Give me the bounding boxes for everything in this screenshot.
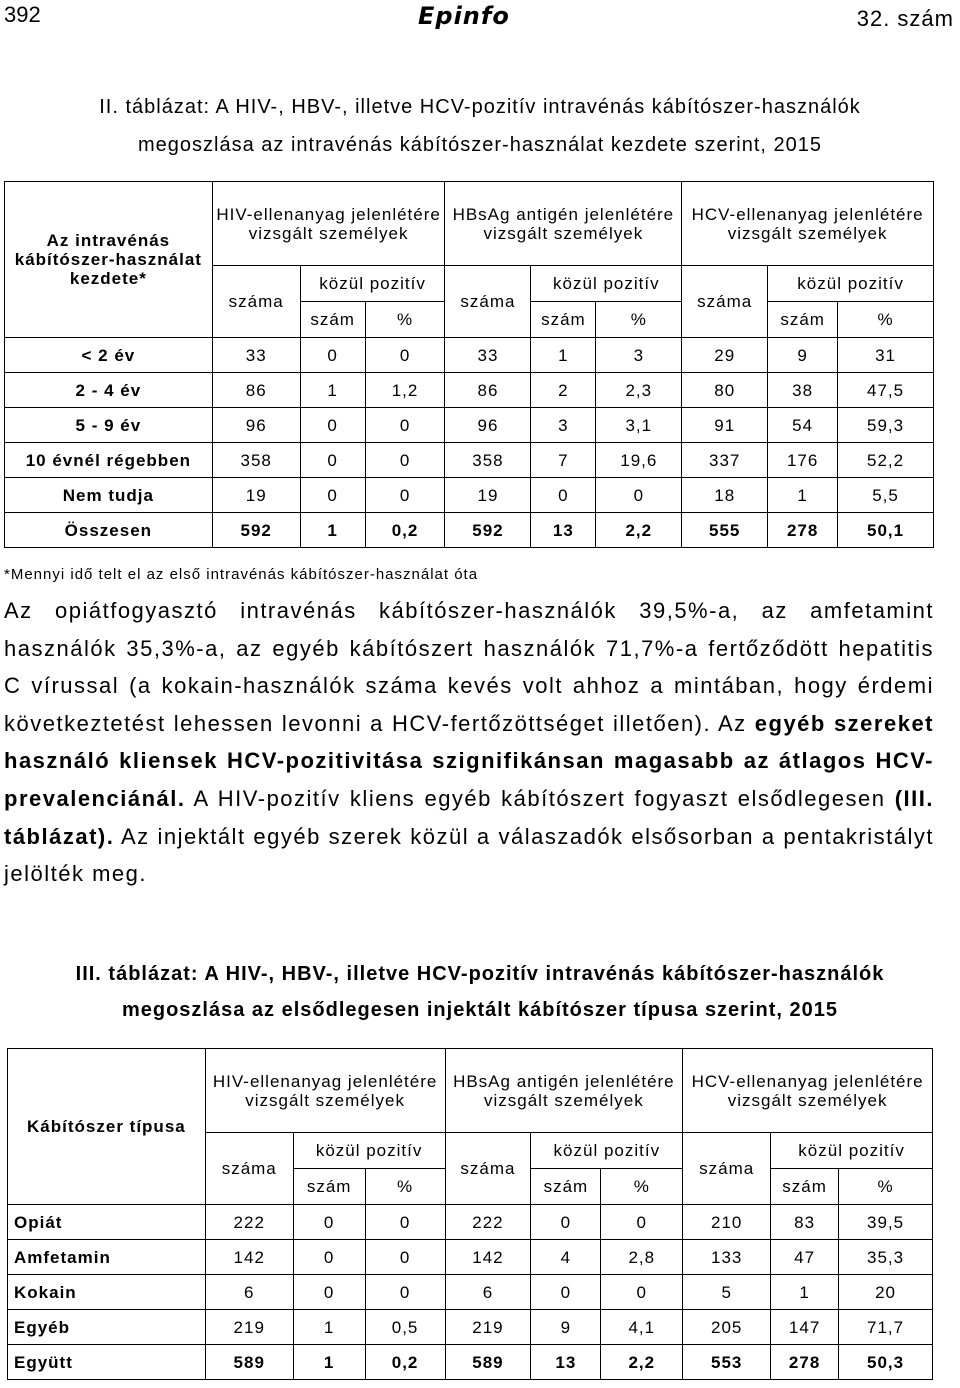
table-cell: 358 xyxy=(445,443,531,478)
table-cell: 3,1 xyxy=(596,408,682,443)
paragraph-bold: (III. táblázat). xyxy=(4,785,934,849)
table-cell: 589 xyxy=(205,1345,293,1380)
page-header xyxy=(0,0,960,40)
table-cell: 5,5 xyxy=(838,478,934,513)
table-cell: 2,3 xyxy=(596,373,682,408)
table3-col-szama: száma xyxy=(445,1133,531,1205)
table-cell: 0 xyxy=(300,478,365,513)
table3-col-pct: % xyxy=(601,1169,683,1205)
table-cell: 0 xyxy=(300,408,365,443)
table-cell: 358 xyxy=(212,443,300,478)
table3-col-szama: száma xyxy=(683,1133,771,1205)
table2-col-kozul: közül pozitív xyxy=(300,266,445,302)
paragraph-text: A HIV-pozitív kliens egyéb kábítószert fogyaszt elsődlegesen xyxy=(185,785,895,811)
paragraph-text: Az injektált egyéb szerek közül a válaszadók elsősorban a pentakristályt jelölték meg. xyxy=(4,823,934,887)
table-cell: 0 xyxy=(365,1240,445,1275)
table2-col-kozul: közül pozitív xyxy=(531,266,682,302)
table-row xyxy=(8,1205,933,1240)
table-cell: 589 xyxy=(445,1345,531,1380)
table3-col-szam: szám xyxy=(531,1169,601,1205)
table-cell: 205 xyxy=(683,1310,771,1345)
table-cell: 0 xyxy=(300,443,365,478)
table-cell: 96 xyxy=(445,408,531,443)
table-cell: 219 xyxy=(205,1310,293,1345)
table-cell: 91 xyxy=(682,408,768,443)
table-cell: 222 xyxy=(445,1205,531,1240)
table3-col-szam: szám xyxy=(293,1169,365,1205)
table2-col-szama: száma xyxy=(445,266,531,338)
table-cell: 2,8 xyxy=(601,1240,683,1275)
table-cell: 83 xyxy=(771,1205,839,1240)
table-cell: 80 xyxy=(682,373,768,408)
table-cell: 50,3 xyxy=(839,1345,933,1380)
table-row-total xyxy=(8,1345,933,1380)
table-cell: 1 xyxy=(293,1345,365,1380)
table3-col-kozul: közül pozitív xyxy=(771,1133,933,1169)
table-cell: 4 xyxy=(531,1240,601,1275)
table-cell: 219 xyxy=(445,1310,531,1345)
row-label: Nem tudja xyxy=(5,478,213,513)
table-cell: 9 xyxy=(531,1310,601,1345)
table-cell: 0 xyxy=(365,443,445,478)
table-cell: 1 xyxy=(300,513,365,548)
row-label: Opiát xyxy=(8,1205,206,1240)
table2-col-kozul: közül pozitív xyxy=(768,266,934,302)
table-cell: 0,5 xyxy=(365,1310,445,1345)
paragraph-text: Az opiátfogyasztó intravénás kábítószer-használók 39,5%-a, az amfetamint használók 35,3%-a, az egyéb kábítószert használók 71,7%-a fertőződött hepatitis C vírussal (a kokain-használók száma kevés volt ahhoz a mintában, hogy érdemi következtetést lehessen levonni a HCV-fertőzöttséget illetően). Az xyxy=(4,598,934,736)
table-cell: 553 xyxy=(683,1345,771,1380)
table-cell: 592 xyxy=(212,513,300,548)
table-cell: 29 xyxy=(682,338,768,373)
table-cell: 19 xyxy=(445,478,531,513)
table-cell: 142 xyxy=(205,1240,293,1275)
table3-col-pct: % xyxy=(365,1169,445,1205)
table-cell: 13 xyxy=(531,1345,601,1380)
table3-title-line2: megoszlása az elsődlegesen injektált kábítószer típusa szerint, 2015 xyxy=(121,999,839,1021)
table-cell: 210 xyxy=(683,1205,771,1240)
row-label: Egyéb xyxy=(8,1310,206,1345)
table2 xyxy=(4,181,934,548)
table-cell: 2,2 xyxy=(596,513,682,548)
table-cell: 0 xyxy=(365,338,445,373)
table-row xyxy=(8,1310,933,1345)
table-row xyxy=(5,408,934,443)
table2-col-szama: száma xyxy=(212,266,300,338)
row-label: 5 - 9 év xyxy=(5,408,213,443)
table-cell: 555 xyxy=(682,513,768,548)
table-cell: 142 xyxy=(445,1240,531,1275)
table-cell: 0,2 xyxy=(365,513,445,548)
table-cell: 222 xyxy=(205,1205,293,1240)
table2-group-hiv: HIV-ellenanyag jelenlétére vizsgált személyek xyxy=(212,182,445,266)
table3-group-hbsag: HBsAg antigén jelenlétére vizsgált személyek xyxy=(445,1049,683,1133)
table-cell: 31 xyxy=(838,338,934,373)
table-cell: 0 xyxy=(365,408,445,443)
table-cell: 278 xyxy=(768,513,838,548)
table2-title-line2: megoszlása az intravénás kábítószer-használat kezdete szerint, 2015 xyxy=(137,134,822,156)
table-cell: 0 xyxy=(300,338,365,373)
table-row xyxy=(8,1240,933,1275)
table-cell: 4,1 xyxy=(601,1310,683,1345)
table-cell: 35,3 xyxy=(839,1240,933,1275)
table-cell: 5 xyxy=(683,1275,771,1310)
table-cell: 47 xyxy=(771,1240,839,1275)
table-cell: 86 xyxy=(445,373,531,408)
table-cell: 33 xyxy=(445,338,531,373)
table3-col-pct: % xyxy=(839,1169,933,1205)
table-cell: 1 xyxy=(771,1275,839,1310)
table-cell: 0,2 xyxy=(365,1345,445,1380)
table-row xyxy=(5,443,934,478)
table-cell: 0 xyxy=(601,1275,683,1310)
table-cell: 0 xyxy=(365,1275,445,1310)
table2-col-szama: száma xyxy=(682,266,768,338)
table-cell: 0 xyxy=(365,1205,445,1240)
row-label: Összesen xyxy=(5,513,213,548)
table-cell: 38 xyxy=(768,373,838,408)
table-cell: 3 xyxy=(596,338,682,373)
issue-number: 32. szám xyxy=(856,6,954,31)
table-row xyxy=(8,1275,933,1310)
body-paragraph xyxy=(4,592,934,893)
table2-group-hcv: HCV-ellenanyag jelenlétére vizsgált személyek xyxy=(682,182,934,266)
table-cell: 0 xyxy=(531,1275,601,1310)
table-cell: 6 xyxy=(205,1275,293,1310)
table-cell: 96 xyxy=(212,408,300,443)
table-cell: 278 xyxy=(771,1345,839,1380)
table-row xyxy=(5,373,934,408)
row-label: Amfetamin xyxy=(8,1240,206,1275)
row-label: Kokain xyxy=(8,1275,206,1310)
table2-group-hbsag: HBsAg antigén jelenlétére vizsgált személyek xyxy=(445,182,682,266)
table2-footnote: *Mennyi idő telt el az első intravénás kábítószer-használat óta xyxy=(4,566,479,583)
table-cell: 0 xyxy=(531,478,596,513)
table2-col-pct: % xyxy=(596,302,682,338)
table3-group-hcv: HCV-ellenanyag jelenlétére vizsgált személyek xyxy=(683,1049,933,1133)
table2-col-szam: szám xyxy=(531,302,596,338)
table2-title-line1: II. táblázat: A HIV-, HBV-, illetve HCV-pozitív intravénás kábítószer-használók xyxy=(99,96,861,118)
table-cell: 59,3 xyxy=(838,408,934,443)
table2-col-pct: % xyxy=(838,302,934,338)
table-cell: 50,1 xyxy=(838,513,934,548)
table-cell: 19 xyxy=(212,478,300,513)
table-cell: 7 xyxy=(531,443,596,478)
table-cell: 0 xyxy=(293,1240,365,1275)
table-cell: 0 xyxy=(601,1205,683,1240)
paragraph-bold: egyéb szereket használó kliensek HCV-pozitivitása szignifikánsan magasabb az átlagos HCV-prevalenciánál. xyxy=(4,710,935,811)
table3-col-kozul: közül pozitív xyxy=(531,1133,683,1169)
table2-col-szam: szám xyxy=(300,302,365,338)
table-cell: 1,2 xyxy=(365,373,445,408)
table3-title-line1: III. táblázat: A HIV-, HBV-, illetve HCV-pozitív intravénás kábítószer-használók xyxy=(75,963,885,985)
table-cell: 2 xyxy=(531,373,596,408)
table-row-total xyxy=(5,513,934,548)
table-cell: 20 xyxy=(839,1275,933,1310)
table-cell: 9 xyxy=(768,338,838,373)
row-label: 2 - 4 év xyxy=(5,373,213,408)
table3-group-hiv: HIV-ellenanyag jelenlétére vizsgált személyek xyxy=(205,1049,445,1133)
table-cell: 1 xyxy=(300,373,365,408)
table-cell: 18 xyxy=(682,478,768,513)
table-cell: 3 xyxy=(531,408,596,443)
table3 xyxy=(7,1048,933,1380)
table-cell: 0 xyxy=(596,478,682,513)
table-cell: 2,2 xyxy=(601,1345,683,1380)
table2-row-header: Az intravénás kábítószer-használat kezdete* xyxy=(5,182,213,338)
table3-col-szama: száma xyxy=(205,1133,293,1205)
journal-logo: Epinfo xyxy=(418,2,510,30)
table-cell: 0 xyxy=(293,1275,365,1310)
table-cell: 71,7 xyxy=(839,1310,933,1345)
table-cell: 147 xyxy=(771,1310,839,1345)
table3-row-header: Kábítószer típusa xyxy=(8,1049,206,1205)
table-cell: 176 xyxy=(768,443,838,478)
table-cell: 13 xyxy=(531,513,596,548)
table-cell: 1 xyxy=(768,478,838,513)
table-cell: 54 xyxy=(768,408,838,443)
table-cell: 337 xyxy=(682,443,768,478)
table-cell: 6 xyxy=(445,1275,531,1310)
table-cell: 0 xyxy=(293,1205,365,1240)
page-number: 392 xyxy=(4,2,41,27)
table3-col-kozul: közül pozitív xyxy=(293,1133,445,1169)
table-cell: 1 xyxy=(293,1310,365,1345)
row-label: Együtt xyxy=(8,1345,206,1380)
table-cell: 47,5 xyxy=(838,373,934,408)
table2-col-pct: % xyxy=(365,302,445,338)
row-label: 10 évnél régebben xyxy=(5,443,213,478)
table2-col-szam: szám xyxy=(768,302,838,338)
table-cell: 33 xyxy=(212,338,300,373)
table-cell: 133 xyxy=(683,1240,771,1275)
table-cell: 0 xyxy=(365,478,445,513)
table-row xyxy=(5,478,934,513)
table3-col-szam: szám xyxy=(771,1169,839,1205)
table-row xyxy=(5,338,934,373)
table-cell: 19,6 xyxy=(596,443,682,478)
table-cell: 0 xyxy=(531,1205,601,1240)
table-cell: 1 xyxy=(531,338,596,373)
table-cell: 39,5 xyxy=(839,1205,933,1240)
table-cell: 592 xyxy=(445,513,531,548)
row-label: < 2 év xyxy=(5,338,213,373)
table-cell: 86 xyxy=(212,373,300,408)
table-cell: 52,2 xyxy=(838,443,934,478)
